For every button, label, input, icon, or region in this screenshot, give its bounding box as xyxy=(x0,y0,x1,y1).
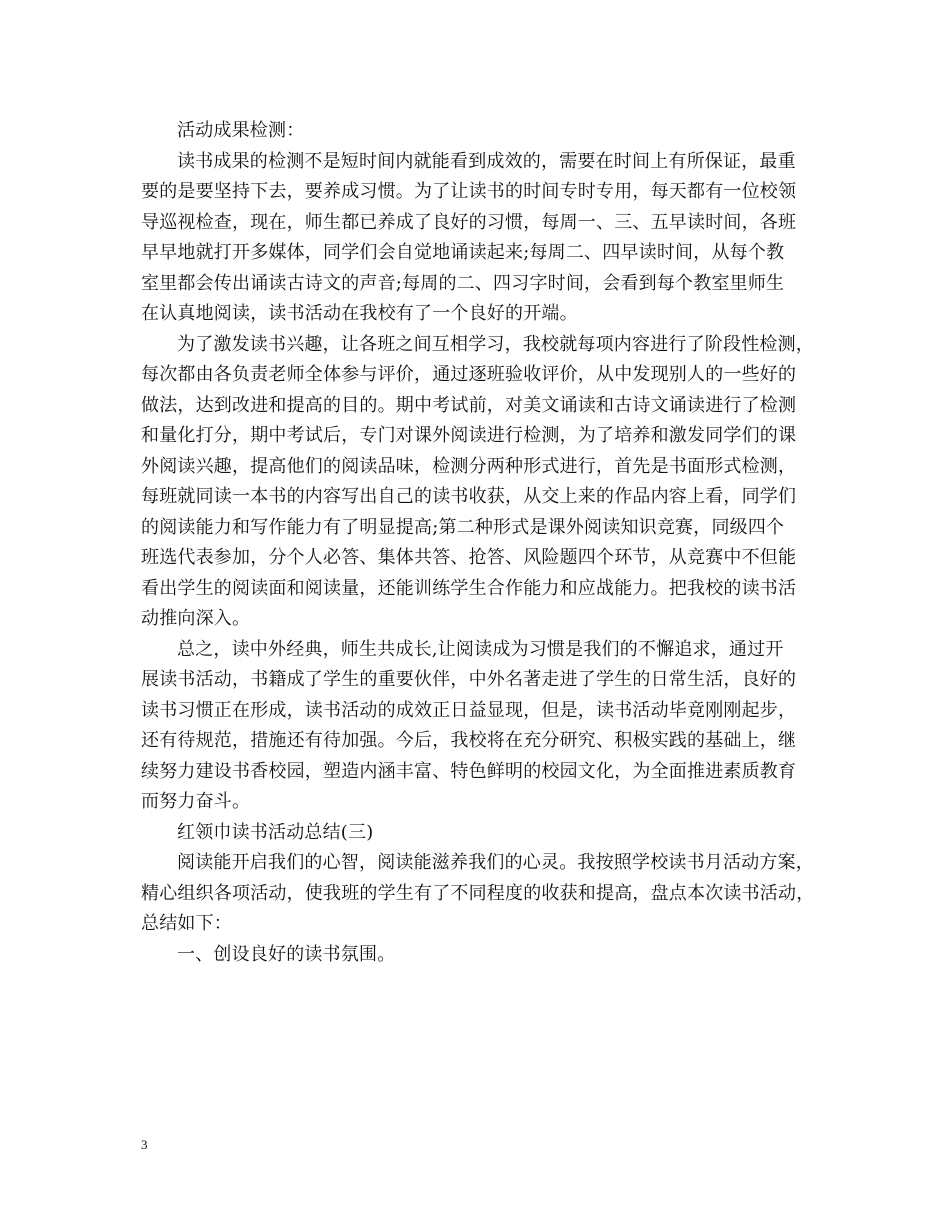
text-line: 读书成果的检测不是短时间内就能看到成效的，需要在时间上有所保证，最重 xyxy=(177,150,796,172)
text-line: 活动成果检测： xyxy=(177,120,305,141)
text-line: 为了激发读书兴趣，让各班之间互相学习，我校就每项内容进行了阶段性检测， xyxy=(177,333,814,355)
text-line: 阅读能开启我们的心智，阅读能滋养我们的心灵。我按照学校读书月活动方案， xyxy=(177,852,814,873)
text-line: 外阅读兴趣，提高他们的阅读品味，检测分两种形式进行，首先是书面形式检测， xyxy=(141,455,797,477)
text-line: 的阅读能力和写作能力有了明显提高;第二种形式是课外阅读知识竞赛，同级四个 xyxy=(141,516,785,538)
text-line: 一、创设良好的读书氛围。 xyxy=(177,943,396,965)
text-line: 看出学生的阅读面和阅读量，还能训练学生合作能力和应战能力。把我校的读书活 xyxy=(141,577,797,599)
text-line: 精心组织各项活动，使我班的学生有了不同程度的收获和提高，盘点本次读书活动， xyxy=(141,882,815,904)
text-line: 动推向深入。 xyxy=(141,608,251,629)
text-line: 而努力奋斗。 xyxy=(141,791,251,812)
text-line: 在认真地阅读，读书活动在我校有了一个良好的开端。 xyxy=(141,303,578,324)
text-line: 室里都会传出诵读古诗文的声音;每周的二、四习字时间，会看到每个教室里师生 xyxy=(141,272,785,294)
text-line: 要的是要坚持下去，要养成习惯。为了让读书的时间专时专用，每天都有一位校领 xyxy=(141,181,797,202)
text-line: 和量化打分，期中考试后，专门对课外阅读进行检测，为了培养和激发同学们的课 xyxy=(141,425,797,446)
text-line: 红领巾读书活动总结(三) xyxy=(177,821,374,843)
text-line: 每次都由各负责老师全体参与评价，通过逐班验收评价，从中发现别人的一些好的 xyxy=(141,364,797,385)
text-line: 做法，达到改进和提高的目的。期中考试前，对美文诵读和古诗文诵读进行了检测 xyxy=(141,394,797,416)
text-line: 导巡视检查，现在，师生都已养成了良好的习惯，每周一、三、五早读时间，各班 xyxy=(141,211,797,233)
text-line: 还有待规范，措施还有待加强。今后，我校将在充分研究、积极实践的基础上，继 xyxy=(141,730,797,751)
page-number: 3 xyxy=(141,1137,148,1152)
text-line: 续努力建设书香校园，塑造内涵丰富、特色鲜明的校园文化，为全面推进素质教育 xyxy=(141,760,797,782)
text-line: 总之，读中外经典，师生共成长,让阅读成为习惯是我们的不懈追求，通过开 xyxy=(177,638,784,660)
text-line: 读书习惯正在形成，读书活动的成效正日益显现，但是，读书活动毕竟刚刚起步， xyxy=(141,699,797,721)
text-line: 每班就同读一本书的内容写出自己的读书收获，从交上来的作品内容上看，同学们 xyxy=(141,486,797,507)
document-body xyxy=(141,116,831,970)
text-line: 总结如下： xyxy=(141,913,232,934)
text-line: 展读书活动，书籍成了学生的重要伙伴，中外名著走进了学生的日常生活，良好的 xyxy=(141,669,797,690)
text-line: 早早地就打开多媒体，同学们会自觉地诵读起来;每周二、四早读时间，从每个教 xyxy=(141,242,785,263)
text-line: 班选代表参加，分个人必答、集体共答、抢答、风险题四个环节，从竞赛中不但能 xyxy=(141,547,797,568)
